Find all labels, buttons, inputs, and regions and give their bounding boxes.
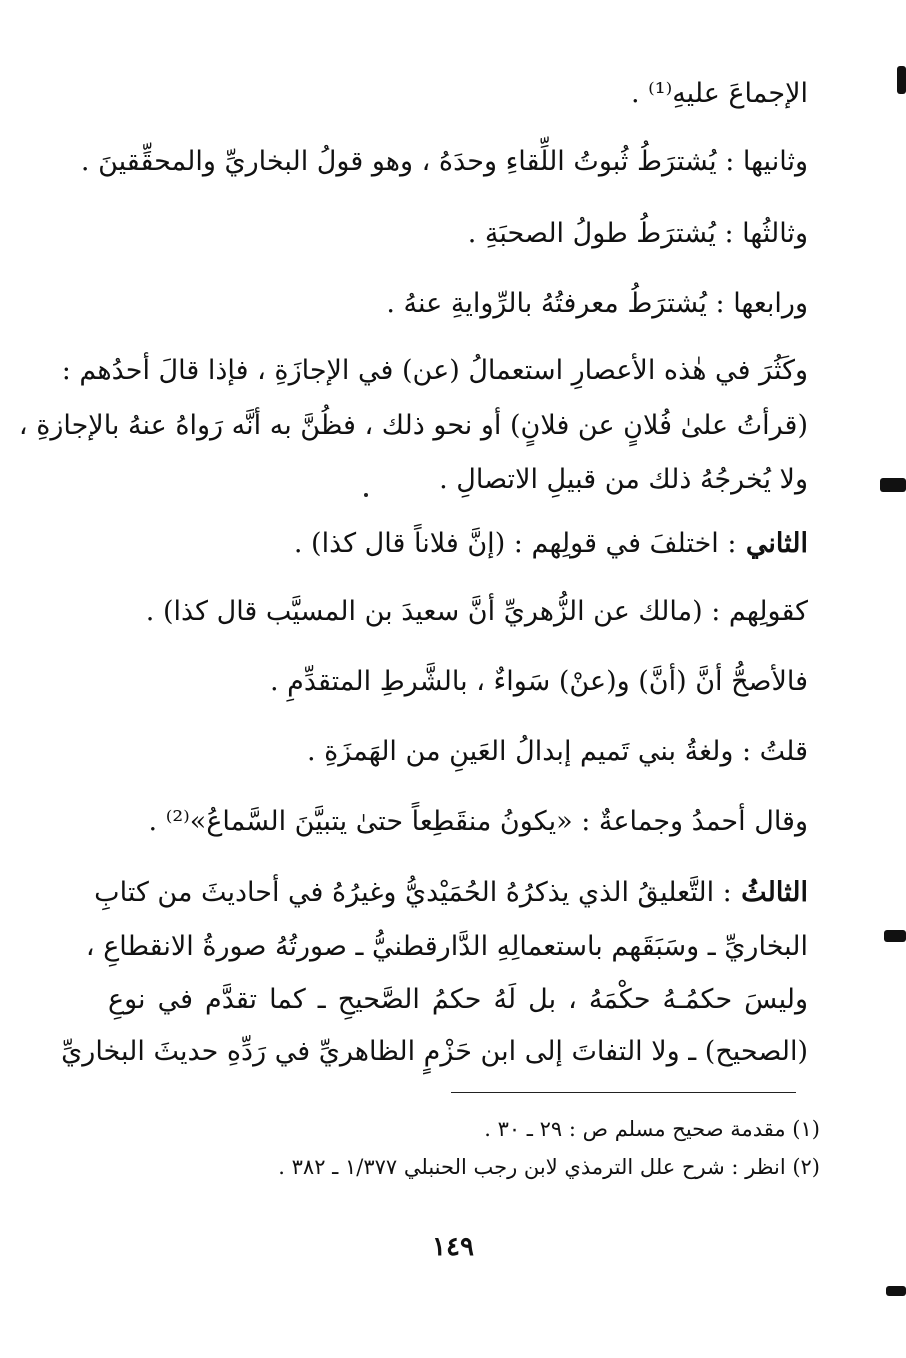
- scan-mark: [880, 478, 906, 492]
- text-line-13: الثالثُ : التَّعليقُ الذي يذكرُهُ الحُمَيْديُّ وغيرُهُ في أحاديثَ من كتابِ: [94, 877, 808, 908]
- text-line-8: الثاني : اختلفَ في قولِهم : (إنَّ فلاناً قال كذا) .: [293, 528, 808, 559]
- text-line-11: قلتُ : ولغةُ بني تَميم إبدالُ العَينِ من الهَمزَةِ .: [306, 736, 808, 767]
- text-line-7: ولا يُخرجُهُ ذلك من قبيلِ الاتصالِ .: [439, 464, 808, 495]
- text-line-2: وثانيها : يُشترَطُ ثُبوتُ اللِّقاءِ وحدَهُ ، وهو قولُ البخاريِّ والمحقِّقينَ .: [80, 146, 808, 177]
- footnote-separator: [451, 1092, 796, 1093]
- text-line-14: البخاريِّ ـ وسَبَقَهم باستعمالِهِ الدَّارقطنيُّ ـ صورتُهُ صورةُ الانقطاعِ ،: [85, 931, 808, 962]
- text-line-4: ورابعها : يُشترَطُ معرفتُهُ بالرِّوايةِ عنهُ .: [386, 288, 808, 319]
- text-line-3: وثالثُها : يُشترَطُ طولُ الصحبَةِ .: [467, 218, 808, 249]
- text-line-16: (الصحيح) ـ ولا التفاتَ إلى ابن حَزْمٍ الظاهريِّ في رَدِّهِ حديثَ البخاريِّ: [61, 1036, 808, 1067]
- scan-mark: [886, 1286, 906, 1296]
- scan-mark: [897, 66, 906, 94]
- section-label: الثاني: [736, 528, 808, 559]
- text-line-10: فالأصحُّ أنَّ (أنَّ) و(عنْ) سَواءٌ ، بالشَّرطِ المتقدِّمِ .: [269, 666, 808, 697]
- text-line-9: كقولِهم : (مالك عن الزُّهريِّ أنَّ سعيدَ بن المسيَّب قال كذا) .: [145, 596, 808, 627]
- text-line-6: (قرأتُ علىٰ فُلانٍ عن فلانٍ) أو نحو ذلك ، فظُنَّ به أنَّه رَواهُ عنهُ بالإجازةِ ،: [18, 410, 808, 441]
- scan-dot: [364, 493, 368, 497]
- text-line-5: وكَثُرَ في هٰذه الأعصارِ استعمالُ (عن) في الإجازَةِ ، فإذا قالَ أحدُهم :: [61, 355, 808, 386]
- scan-mark: [884, 930, 906, 942]
- text-line-15: وليسَ حكمُـهُ حكْمَهُ ، بل لَهُ حكمُ الصَّحيحِ ـ كما تقدَّم في نوعِ: [108, 984, 808, 1015]
- footnote-2: (٢) انظر : شرح علل الترمذي لابن رجب الحنبلي ١/٣٧٧ ـ ٣٨٢ .: [278, 1155, 820, 1179]
- footnote-1: (١) مقدمة صحيح مسلم ص : ٢٩ ـ ٣٠ .: [484, 1117, 820, 1141]
- page-number: ١٤٩: [432, 1232, 474, 1262]
- text-line-12: وقال أحمدُ وجماعةٌ : «يكونُ منقَطِعاً حتىٰ يتبيَّنَ السَّماعُ»⁽²⁾ .: [148, 806, 808, 837]
- section-label: الثالثُ: [731, 877, 808, 908]
- text-line-1: الإجماعَ عليهِ⁽¹⁾ .: [630, 78, 808, 109]
